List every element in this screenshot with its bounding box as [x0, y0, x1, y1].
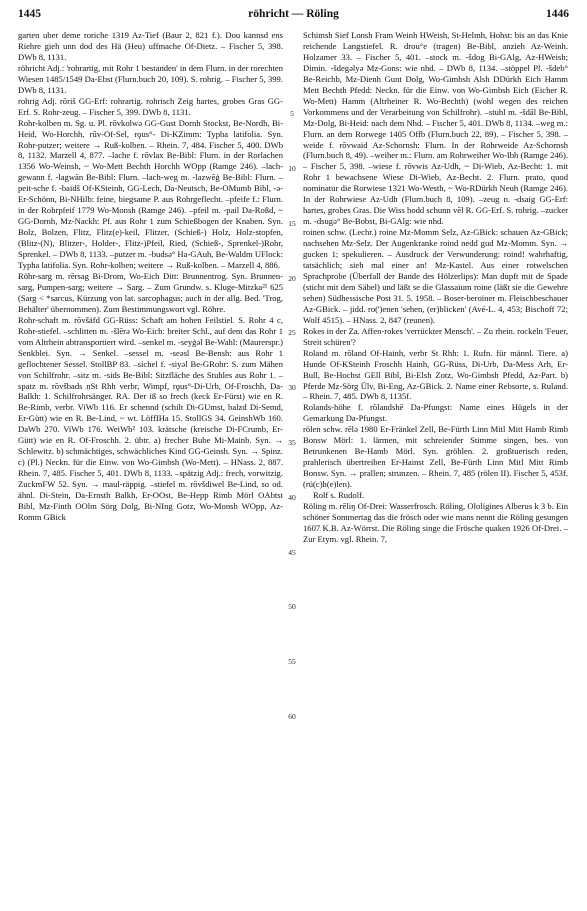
left-column	[18, 30, 283, 523]
right-column	[303, 30, 568, 545]
entry-paragraph: Rokes in der Za. Affen-rokes 'verrückter Mensch'. – Zu rhein. rockeln 'Feuer, Streit schüren'?	[303, 325, 568, 347]
entry-paragraph: garten uber deme roriche 1319 Az-Tief (Baur 2, 821 f.). Dou kannsd ens Riehre gieh unn dod des Hä (Heu) uffmache Of-Dietz. – Fischer 5, 398. DWb 8, 1131.	[18, 30, 283, 62]
entry-paragraph: Rolf s. Rudolf.	[313, 490, 365, 501]
entry-paragraph: rohrig Adj. rōriš GG-Erf: rohrartig. rohrisch Zeig hartes, grobes Gras GG-Erf. S. Rohr-zeug. – Fischer 5, 399. DWb 8, 1131.	[18, 95, 283, 117]
entry-paragraph: Röling m. rēliŋ Of-Drei: Wasserfrosch. Röling, Ololigines Alberus k 3 b. Ein schöner Sommertag das die frösch oder wie mans nennt die Röling gesungen 1607 K.B. Az-Wörrst. Die Röling singe die Frösche quaken 1926 Of-Drei. – Zur Etym. vgl. Rhein. 7,	[303, 500, 568, 544]
line-number: 55	[288, 657, 296, 666]
entry-paragraph: Rohr-kolben m. Sg. u. Pl. rōvkolwə GG-Gust Dornh Stockst, Be-Nordh, Bi-Heid, Wo-Horchh, rūv-Of-Sel, rǫus°- Di-KZimm: Typha latifolia. Syn. Rohr-putzer; weitere → Ruß-kolben. – Rhein. 7, 484. Fischer 5, 400. DWb 8, 1132. Marzell 4, 877. –lache f. rōvlax Be-Bibl: Flurn. in der Rorlachen 1356 Wo-Weinsh, ~ Wo-Mett Bechth Horchh WOpp (Ramge 246). –lach-gewann f. -lagwān Be-Bibl: Flurn. –lach-weg m. -lazwēģ Be-Bibl: Flurn. –peit-sche f. -baidš Of-KSteinh, GG-Lech, Da-Neutsch, Be-OMumb Bibl, -ə- Er-Schönn, Bi-NHilb: feine, biegsame P. aus Rohrgeflecht. –pfeife f.: Flurn. in der Rohrpfeif 1779 Wo-Monsh (Ramge 246). –pfeil m. -pail Da-Roßd, ~ GG-Dornh, Mz-Nackh: Pf. aus Rohr 1 zum Schießbogen der Knaben. Syn. Bolz, Bolzen, Flitz, Flitz(e)-keil, Flitzer, (Schieß-) Holz, Holz-stopfen, (Blitz-(N), Blitzer-, Holder-, Flitz-)Pfeil, Ried, (Schieß-, Sprenkel-)Rohr, Sprenkel. – DWb 8, 1133. –putzer m. -budsə° Ha-GAuh, Be-Waldm UFlock: Typha latifolia. Syn. Rohr-kolben; weitere → Ruß-kolben. – Marzell 4, 886.	[18, 117, 283, 271]
entry-paragraph: rölen schw. rēlə 1980 Er-Fränkel Zell, Be-Fürth Linn Mitl Mitt Hamb Rimb Bonsw Mörl: 1. lärmen, mit schreiender Stimme singen, bes. von Betrunkenen Be-Hamb Mörl. Syn. gröhlen. 2. großtuerisch reden, prahlerisch übertreiben Er-Hainst Zell, Be-Fürth Linn Mitl Mitt Rimb Bonsw. Syn. → prallen; strunzen. – Rhein. 7, 485 (rölen II). Fischer 5, 453f. (rü(c)h(e)len).	[303, 424, 568, 490]
line-number: 40	[288, 493, 296, 502]
entry-paragraph: Roland m. rōland Of-Hainh, verbr St Rhh: 1. Rufn. für männl. Tiere. a) Hunde Of-KSteinh Froschh Hainh, GG-Rüss, Di-Urb, Da-Mess Arh, Er-Bull, Be-Hochst GEll Bibl, Bi-Elsh Zotz, Wo-Gimbsh Pfedd, Az-Part. b) Pferde Mz-Sörg Ülv, Bi-Eng, Az-GBick. 2. Name einer Rebsorte, s. Ruland. – Rhein. 7, 485. DWb 8, 1135f.	[303, 347, 568, 402]
page-number-right: 1446	[546, 8, 569, 20]
line-number: 60	[288, 712, 296, 721]
line-number: 35	[288, 438, 296, 447]
entry-paragraph: Rolands-höhe f. rōlandshē Da-Pfungst: Name eines Hügels in der Gemarkung Da-Pfungst.	[303, 402, 568, 424]
page-header	[18, 8, 569, 26]
entry-paragraph: Rohr-schaft m. rōvšäfd GG-Rüss: Schaft am hohen Feilstiel. S. Rohr 4 c, Rohr-stiefel. –schlitten m. -šlērə Wo-Eich: breiter Schl., auf dem das Rohr 1 vom Altrhein abtransportiert wird. –senkel m. -seyģəl Be-Wahl: (Maurerspr.) Senkblei. Syn. → Senkel. –sessel m. -seəsl Be-Bensh: aus Rohr 1 geflochtener Sessel. StollBP 83. –sichel f. -siyəl Be-GRohr: S. zum Mähen von Schilfrohr. –sitz m. -sids Be-Bibl: Sitzfläche des Stuhles aus Rohr 1. –spatz m. rōvšbads nSt Rhh verbr, Wimpf, rǫus°-Di-Urb, Of-Froschh, Da-Balkh: 1. Schilfrohrsänger. RA. Der iß so frech (keck Er-Fürst) wie en R. Be-Rimb, verbr. ViWb 116. Er schennd (schilt Di-GUmst, balzd Di-Semd, Er-Gütt) wie en R. Be-Lind, ~ wt. LöffIHa 15. StollGS 34. GeinshWb 160. DaWb 270. ViWb 176. WeiWb² 103. krätsche (kreische Di-FCrumb, Er-Gütt) wie en R. Of-Froschh. 2. übtr. a) frecher Bube Mi-Mainb. Syn. → Schlewitz. b) schmächtiges, schwächliches Kind GG-Geinsh. Syn. → Spinz. c) (Pl.) Neckn. für die Einw. von Wo-Gimbsh (Wo-Mett). – HNass. 2, 887. Rhein. 7, 485. Fischer 5, 401. DWb 8, 1133. –spätzig Adj.: frech, vorwitzig. ZuckmFW 52. Syn. → maul-räppig. –stiefel m. rōvšdiwel Be-Lind, so od. ähnl. Di-Stein, Da-Ernsth Balkh, Er-OOst, Be-Hepp Rimb Mörl OAbtst Bibl, Mz-Finth OOlm Sörg Dolg, Bi-NIng Gotz, Wo-Monsh WOpp, Az-Romm GBick	[18, 314, 283, 522]
running-title: röhricht — Röling	[248, 8, 339, 20]
line-number: 20	[288, 274, 296, 283]
page-number-left: 1445	[18, 8, 41, 20]
entry-paragraph: röhricht Adj.: 'rohrartig, mit Rohr 1 bestanden' in dem Flurn. in der rorechten Wiesen 1485/1549 Da-Ebst (Flurn.buch 20, 109). S. rohrig. – Fischer 5, 399. DWb 8, 1131.	[18, 62, 283, 95]
line-number: 10	[288, 164, 296, 173]
line-number: 15	[288, 219, 296, 228]
line-number: 5	[290, 109, 294, 118]
line-number: 30	[288, 383, 296, 392]
entry-paragraph: Schimsh Sief Lonsh Fram Weinh HWeish, St-Helmh, Hohst: bis an das Knie reichende Langstiefel. R. drou°e (tragen) Be-Bibl, anzieh Az-Weinh. Holzamer 33. – Fischer 5, 401. –stock m. -šdog Bi-GAlg, Az-HWeish; Dimin. -šdegəlyə Mz-Gons: wie nhd. – DWb 8, 1134. –stöppel Pl. -šdeb° Be-Reichb, Mz-Dienh Gunt Dolg, Wo-Gimbsh Alsh DDürkh Eich Hamm Mett Bechth Pfedd: Neckn. für die Einw. von Wo-Gimbsh Eich (Eicher R. Wo-Mett) Hamm (Altrheiner R. Wo-Bechth) (wohl wegen des reichen Vorkommens und der Verarbeitung von Schilfrohr). –stuhl m. -šdāl Be-Bibl, Mz-Dolg, Bi-Heid: nach dem Nhd. – Fischer 5, 401. DWb 8, 1134. –weg m.: Flurn. an dem Rorwege 1405 Offb (Flurn.buch 22, 89). – Fischer 5, 398. –weide f. rōvwaid Az-Schornsh: Flurn. In der Rohrweide Az-Schornsh (Flurn.buch 8, 49). –weiher m.: Flurn. am Rohrweiher Wo-Ibh (Ramge 246). – Fischer 5, 398. –wiese f. rōvwis Az-Udh, ~ Di-Wieb, Az-Becht: 1. mit Rohr 1 bewachsene Wiese Di-Wieb, Az-Becht. 2. Flurn. prato, quod nominatur die Rorwiese 1321 Wo-Westh, ~ Wo-RDürkh Neuh (Ramge 246). In der Rohrwiese Az-Udh (Flurn.buch 8, 109). –zeug n. -dsaig GG-Erf: hartes, grobes Gras. Die Wiss hodd schunn vēl R. GG-Erf. S. rohrig. –zucker m. -dsugə° Be-Bobst, Bi-GAlg: wie nhd.	[303, 30, 568, 227]
line-number: 50	[288, 602, 296, 611]
entry-paragraph: Röhr-sarg m. rērsag Bi-Drom, Wo-Eich Ditt: Brunnentrog. Syn. Brunnen-sarg, Pumpen-sarg; weitere → Sarg. – Zum Grundw. s. Kluge-Mitzka²¹ 625 (Sarg < *sarcus, Kürzung von lat. sarcophagus; auch in der allg. Bed. 'Trog, Behälter' übernommen). Zum Bestimmungswort vgl. Röhre.	[18, 270, 283, 314]
line-number: 25	[288, 328, 296, 337]
entry-paragraph: roinen schw. (Lechr.) roine Mz-Momm Selz, Az-GBick: schauen Az-GBick; nachsehen Mz-Selz. Der Augenkranke roind nedd gud Mz-Momm. Syn. → gucken 1; spekulieren. – Ausdruck der Verwunderung: roind! wahrhaftig, tatsächlich; sieh mal einer an! Mz-Kastel. Aus einer rotwelschen Sprachprobe (Überfall der Bande des Hölzerlips): Man dupft mit de Spade (sticht mit dem Säbel) und läßt se die Glassaium roine (läßt sie die Gewehre sehen) Südhessische Post 31. 5. 1958. – Boser-beroiner m. Fleischbeschauer Az-GBick. – jidd. ro(')enen 'sehen, (er)blicken' (Avé-L. 4, 453; Bischoff 72; Wolf 4515). – HNass. 2, 847 (reunen).	[303, 227, 568, 325]
line-number: 45	[288, 548, 296, 557]
